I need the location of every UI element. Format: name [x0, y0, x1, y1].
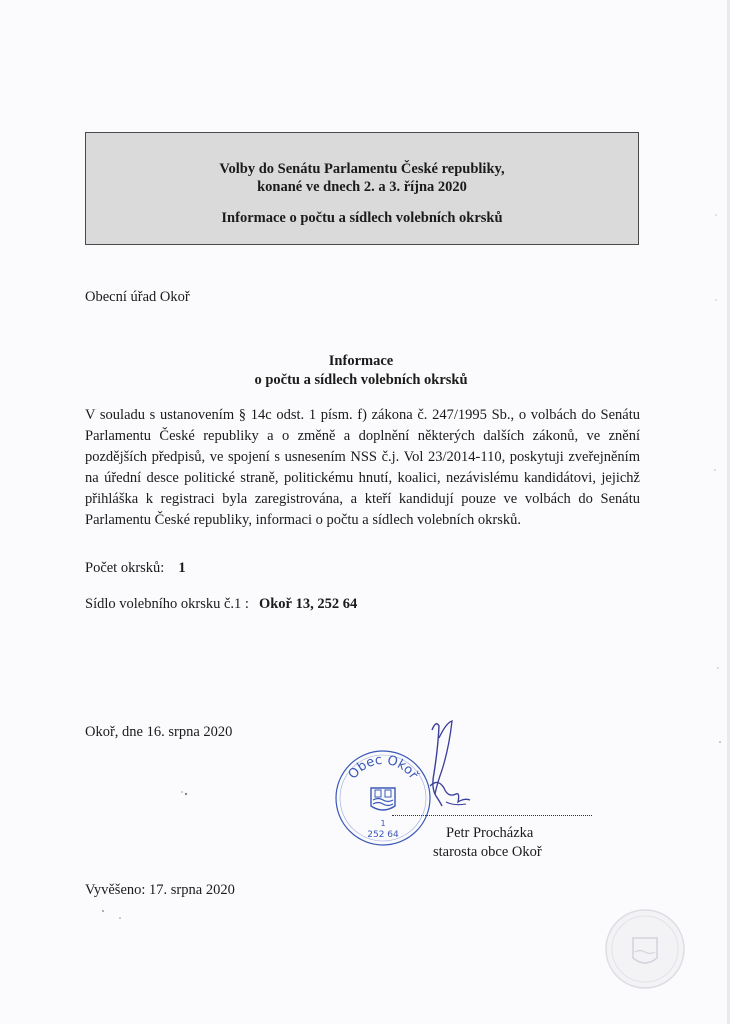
- header-line-1: Volby do Senátu Parlamentu České republiky,: [219, 161, 505, 177]
- header-line-2: konané ve dnech 2. a 3. října 2020: [257, 179, 467, 195]
- notice-heading: Informace: [328, 353, 394, 369]
- issuing-authority: Obecní úřad Okoř: [85, 289, 190, 305]
- district-count-value: 1: [178, 560, 186, 576]
- district-count-label: Počet okrsků:: [85, 560, 165, 576]
- notice-subheading: o počtu a sídlech volebních okrsků: [254, 372, 468, 388]
- stamp-text: Obec Okoř: [345, 752, 421, 783]
- notice-body: V souladu s ustanovením § 14c odst. 1 písm. f) zákona č. 247/1995 Sb., o volbách do Senátu Parlamentu České republiky a o změně a doplnění některých dalších zákonů, ve znění pozdějších předpisů, ve spojení s usnesením NSS č.j. Vol 23/2014-110, poskytuji zveřejněním na úřední desce politické straně, politickému hnutí, koalici, nezávislému kandidátovi, jejichž přihláška k registraci byla zaregistrována, a kteří kandidují pouze ve volbách do Senátu Parlamentu České republiky, informaci o počtu a sídlech volebních okrsků.: [85, 407, 640, 528]
- header-line-3: Informace o počtu a sídlech volebních okrsků: [221, 210, 503, 226]
- posted-date: Vyvěšeno: 17. srpna 2020: [85, 882, 235, 898]
- signatory-name: Petr Procházka: [446, 825, 534, 841]
- stamp-number: 1: [380, 819, 386, 828]
- district-seat-value: Okoř 13, 252 64: [258, 596, 358, 612]
- stamp-postcode: 252 64: [367, 830, 399, 840]
- place-date: Okoř, dne 16. srpna 2020: [85, 724, 233, 740]
- signatory-title: starosta obce Okoř: [433, 844, 542, 860]
- district-seat-label: Sídlo volebního okrsku č.1 :: [85, 596, 249, 612]
